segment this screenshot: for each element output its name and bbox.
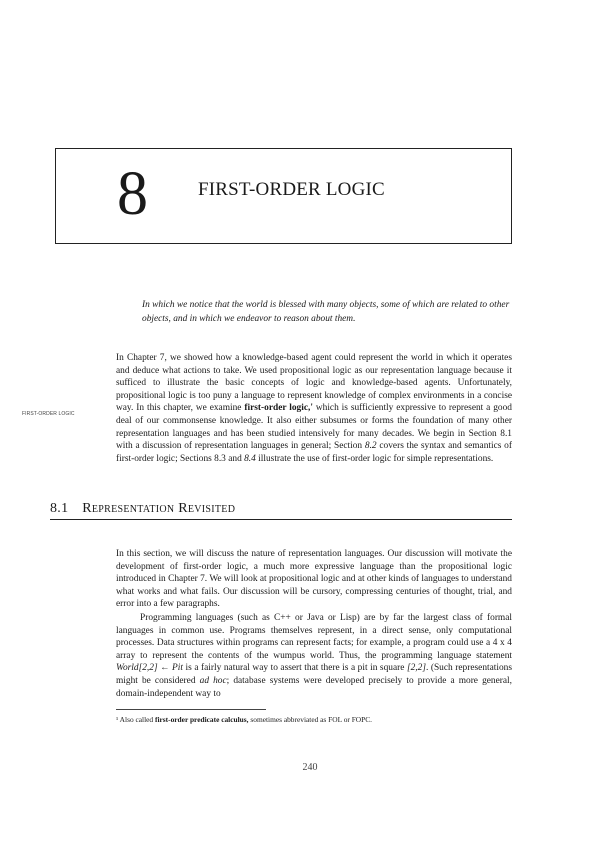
section-paragraph-1: In this section, we will discuss the nature of representation languages. Our discussion will motivate the development of first-order logic, a much more expressive language than the propositional logic introduced in Chapter 7. We will look at propositional logic and at other kinds of languages to understand what works and what fails. Our discussion will be cursory, compressing centuries of thought, trial, and error into a few paragraphs. [116,549,512,610]
footnote-divider [116,709,266,710]
section-number: 8.1 [50,501,69,516]
page-number: 240 [302,762,318,773]
chapter-number: 8 [117,160,148,228]
para2-text-2: is a fairly natural way to assert that there is a pit in square [185,663,405,674]
intro-ref-2: 8.4 [244,453,256,464]
section-paragraph-2 [116,612,512,700]
intro-text-2: which is sufficiently expressive to represent a good deal of our commonsense knowledge. It also either subsumes or forms the foundation of many other representation languages and has been studied intensively for many decades. We begin in Section 8.1 with a discussion of representation languages in general; Section [116,403,512,452]
footnote-text-1: Also called [119,715,154,724]
intro-paragraph [116,352,512,465]
intro-text-3: covers the syntax and semantics of first-order logic; Sections 8.3 and [116,441,512,464]
para2-text-3: . (Such representations might be considered [116,663,513,686]
chapter-epigraph: In which we notice that the world is blessed with many objects, some of which are related to other objects, and in which we endeavor to reason about them. [142,300,510,324]
footnote-term: first-order predicate calculus, [154,715,249,724]
para2-text-4: ; database systems were developed precisely to provide a more general, domain-independent way to [116,675,512,699]
chapter-header-box [55,148,512,244]
intro-term: first-order logic,' [244,403,313,414]
para2-code: World[2,2] ← Pit [116,663,183,674]
para2-adhoc: ad hoc [199,675,227,686]
intro-text-4: illustrate the use of first-order logic for simple representations. [258,453,494,464]
footnote-text-2: sometimes abbreviated as FOL or FOPC. [250,715,373,724]
footnote [116,715,512,725]
footnote-marker: ¹ [116,715,119,724]
margin-note: FIRST-ORDER LOGIC [22,411,75,417]
intro-ref-1: 8.2 [364,441,377,452]
chapter-title: FIRST-ORDER LOGIC [198,179,385,200]
para2-text-1: Programming languages (such as C++ or Java or Lisp) are by far the largest class of formal languages in common use. Programs themselves represent, in a direct sense, only computational processes. Data structures within programs can represent facts; for example, a program could use a 4 x 4 array to represent the contents of the wumpus world. Thus, the programming language statement [116,613,512,661]
section-heading [50,501,512,520]
para2-square: [2,2] [406,663,426,674]
intro-text-1: In Chapter 7, we showed how a knowledge-based agent could represent the world in which it operates and deduce what actions to take. We used propositional logic as our representation language because it sufficed to illustrate the basic concepts of logic and knowledge-based agents. Unfortunately, propositional logic is too puny a language to represent knowledge of complex environments in a concise way. In this chapter, we examine [116,353,512,414]
section-title: Representation Revisited [82,501,236,516]
